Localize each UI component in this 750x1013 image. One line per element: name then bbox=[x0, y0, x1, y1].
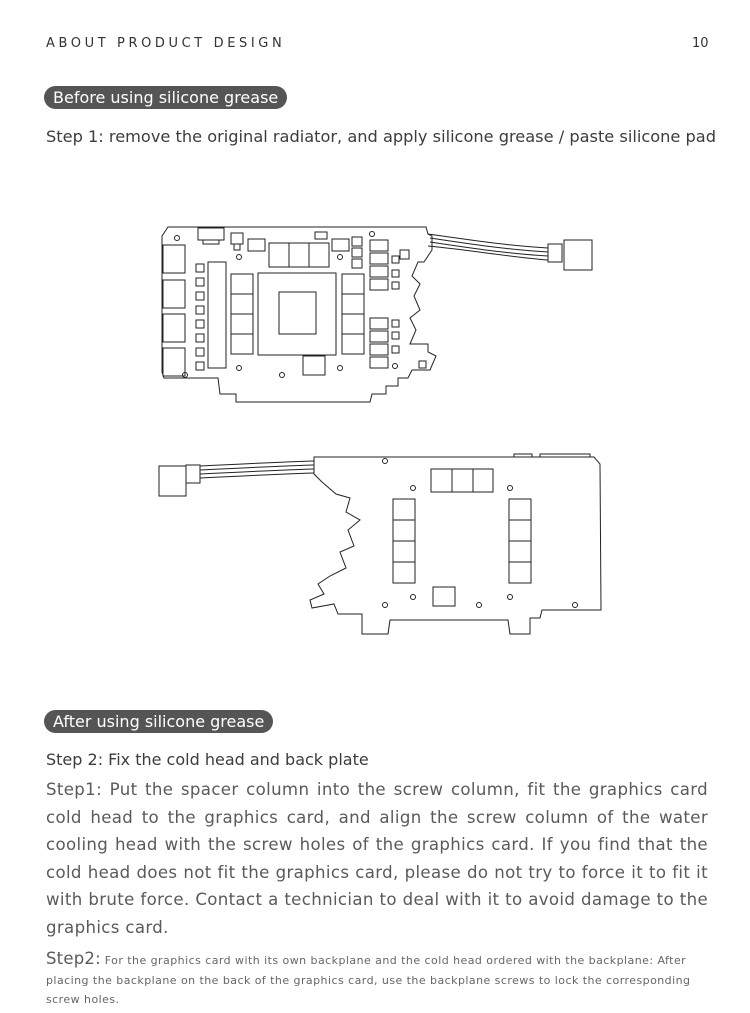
back-top-chip bbox=[473, 469, 493, 492]
left-block bbox=[163, 314, 185, 342]
screw-hole bbox=[573, 603, 578, 608]
small-pads-column bbox=[196, 264, 204, 370]
power-connector-plug bbox=[159, 466, 186, 496]
screw-hole bbox=[411, 486, 416, 491]
top-component bbox=[352, 259, 362, 268]
power-connector-plug bbox=[564, 240, 592, 270]
screw-hole bbox=[393, 364, 398, 369]
top-component bbox=[198, 228, 224, 240]
top-component bbox=[352, 248, 362, 257]
pcb-back-view bbox=[159, 454, 601, 634]
top-edge-marker bbox=[514, 454, 532, 457]
left-block bbox=[163, 280, 185, 308]
power-connector bbox=[186, 465, 200, 483]
right-small-caps bbox=[392, 250, 409, 353]
top-vram bbox=[309, 243, 329, 267]
back-bottom-chip bbox=[433, 587, 455, 606]
bottom-chip bbox=[303, 356, 325, 375]
top-component bbox=[332, 239, 349, 251]
left-vram-column bbox=[231, 274, 253, 354]
left-block bbox=[163, 348, 185, 376]
after-grease-tag: After using silicone grease bbox=[44, 710, 273, 733]
right-upper-power-stages bbox=[370, 240, 388, 290]
header-title: ABOUT PRODUCT DESIGN bbox=[46, 36, 286, 51]
small-chip bbox=[419, 361, 426, 368]
screw-hole bbox=[508, 595, 513, 600]
pcb-front-view bbox=[162, 227, 592, 402]
screw-hole bbox=[338, 366, 343, 371]
vrm-strip bbox=[208, 262, 226, 368]
power-cable bbox=[200, 473, 314, 478]
screw-hole bbox=[477, 603, 482, 608]
right-lower-power-stages bbox=[370, 318, 388, 368]
back-right-vram bbox=[509, 499, 531, 583]
gpu-die bbox=[279, 292, 316, 334]
step2-lead: Step2: bbox=[46, 949, 101, 968]
screw-hole bbox=[237, 366, 242, 371]
screw-hole bbox=[411, 595, 416, 600]
step1-paragraph: Step1: Put the spacer column into the screw column, fit the graphics card cold head to the graphics card, and align the screw column of the water cooling head with the screw holes of the graphics card. If you find that the cold head does not fit the graphics card, please do not try to force it to fit it with brute force. Contact a technician to deal with it to avoid damage to the graphics card. bbox=[46, 780, 708, 937]
right-vram-column bbox=[342, 274, 364, 354]
screw-hole bbox=[508, 486, 513, 491]
screw-hole bbox=[280, 373, 285, 378]
top-component bbox=[248, 239, 265, 251]
top-component bbox=[352, 237, 362, 246]
top-vram bbox=[269, 243, 289, 267]
pcb-back-outline bbox=[310, 457, 601, 634]
screw-hole bbox=[175, 236, 180, 241]
screw-hole bbox=[338, 255, 343, 260]
before-grease-tag: Before using silicone grease bbox=[44, 86, 287, 109]
back-top-chip bbox=[431, 469, 452, 492]
step2-title: Step 2: Fix the cold head and back plate bbox=[46, 750, 369, 769]
gpu-substrate bbox=[258, 273, 336, 355]
screw-hole bbox=[370, 232, 375, 237]
top-edge-marker bbox=[540, 454, 590, 457]
step2-text: For the graphics card with its own backplane and the cold head ordered with the backplane: After placing the backplane on the back of the graphics card, use the backplane screws to lock the corresponding screw holes. bbox=[46, 954, 691, 1006]
top-component bbox=[231, 233, 243, 244]
top-vram bbox=[289, 243, 309, 267]
back-top-chip bbox=[452, 469, 473, 492]
back-left-vram bbox=[393, 499, 415, 583]
page-number: 10 bbox=[692, 36, 709, 51]
left-block bbox=[163, 245, 185, 273]
screw-hole bbox=[383, 603, 388, 608]
top-component bbox=[315, 232, 327, 239]
power-cable bbox=[428, 246, 548, 260]
step2-block bbox=[46, 949, 711, 1010]
power-cable bbox=[430, 242, 548, 256]
top-component bbox=[234, 244, 240, 250]
top-component bbox=[203, 240, 219, 244]
screw-hole bbox=[383, 459, 388, 464]
screw-hole bbox=[237, 255, 242, 260]
power-connector bbox=[548, 244, 562, 262]
step1-instruction: Step 1: remove the original radiator, and apply silicone grease / paste silicone pad bbox=[46, 127, 716, 146]
